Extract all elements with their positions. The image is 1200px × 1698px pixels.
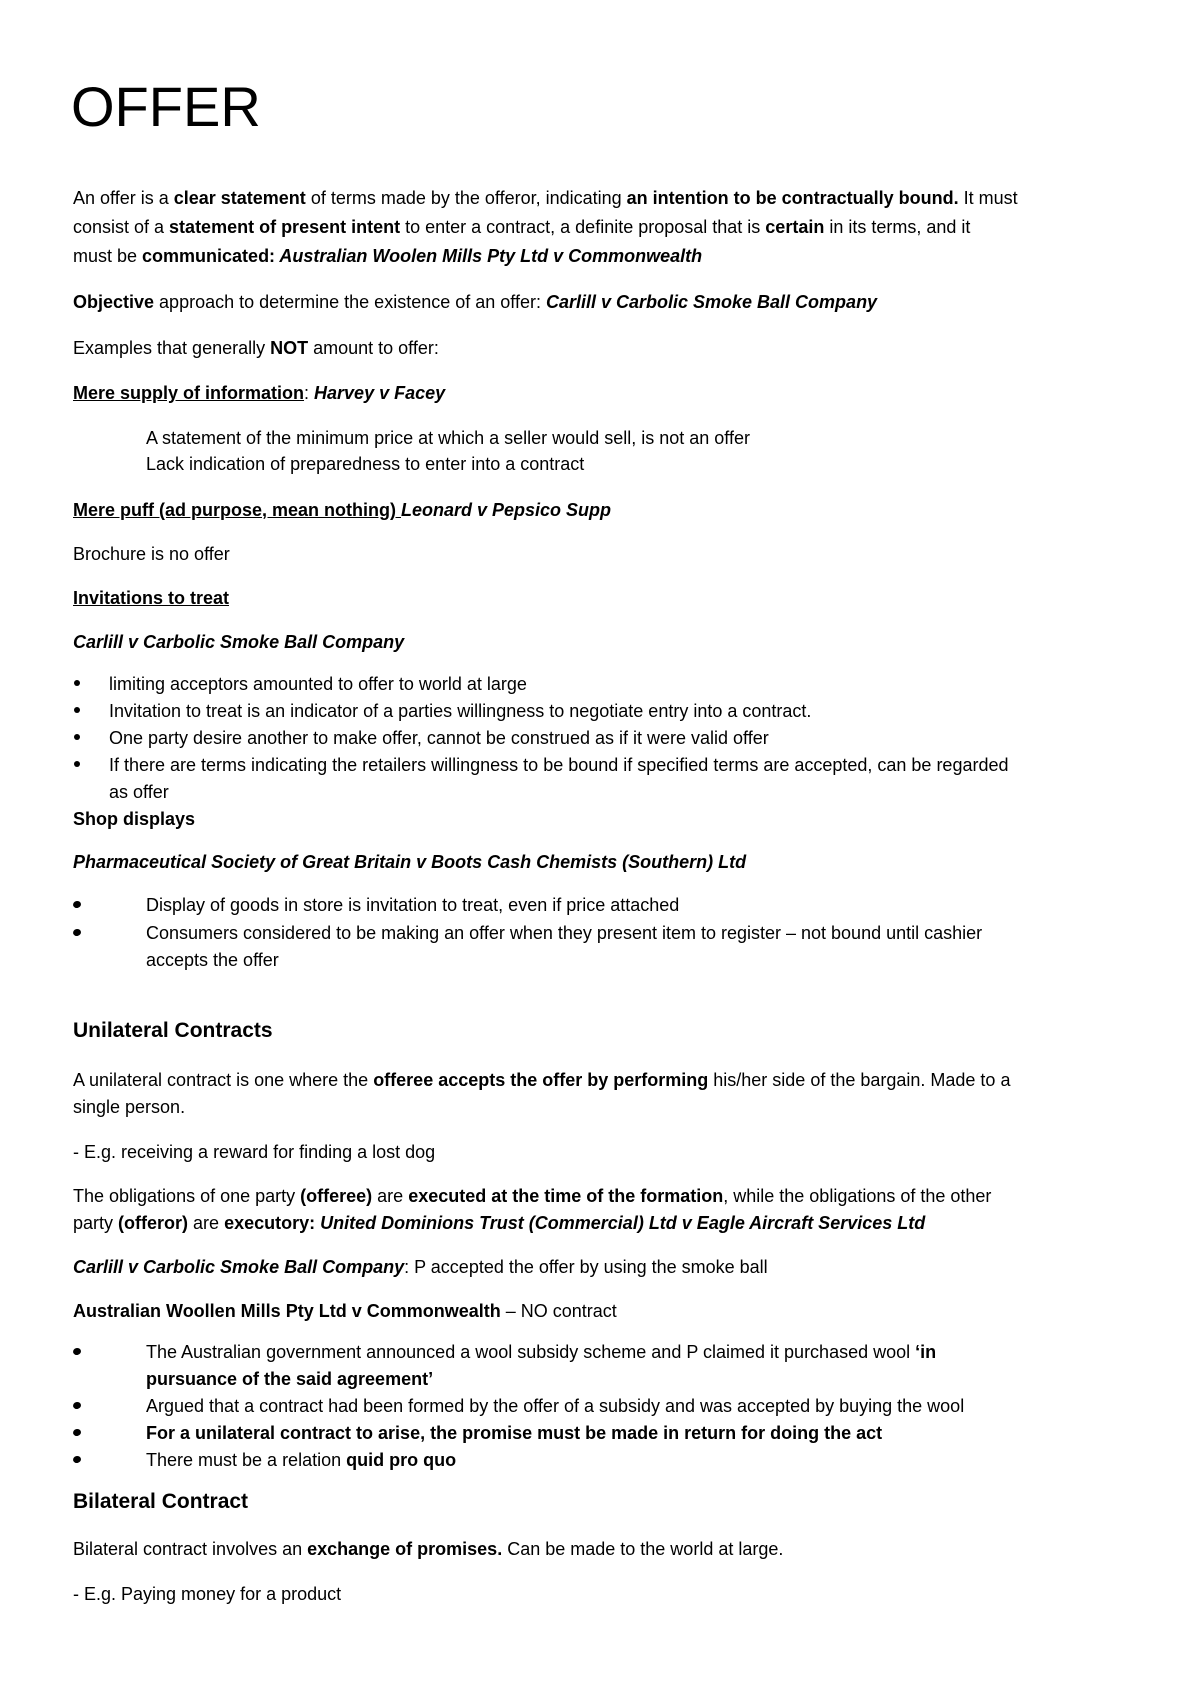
list-item: One party desire another to make offer, cannot be construed as if it were valid offer: [109, 728, 769, 748]
bilateral-heading: Bilateral Contract: [73, 1490, 249, 1513]
indented-line: A statement of the minimum price at which a seller would sell, is not an offer: [146, 428, 750, 448]
list-item-continuation: pursuance of the said agreement’: [146, 1369, 434, 1389]
case-citation: Carlill v Carbolic Smoke Ball Company: [73, 1257, 405, 1277]
examples-intro-line: [73, 335, 439, 361]
bullet-icon: [74, 734, 80, 740]
text-run: are: [372, 1186, 409, 1206]
text-run: (offeree): [300, 1186, 373, 1206]
page-title: OFFER: [71, 75, 261, 138]
indented-line: Lack indication of preparedness to enter into a contract: [146, 454, 585, 474]
example-line: - E.g. receiving a reward for finding a lost dog: [73, 1142, 436, 1162]
offer-definition-line-3: [73, 243, 702, 269]
obligations-line-1: [73, 1183, 991, 1209]
text-run: – NO contract: [500, 1301, 617, 1321]
text-run: Can be made to the world at large.: [502, 1539, 784, 1559]
case-citation: Australian Woollen Mills Pty Ltd v Commonwealth: [73, 1301, 501, 1321]
list-item: If there are terms indicating the retailers willingness to be bound if specified terms are accepted, can be regarded: [109, 755, 1009, 775]
mere-supply-heading: [73, 380, 445, 406]
text-run: exchange of promises.: [307, 1539, 503, 1559]
bullet-icon: [72, 1428, 82, 1437]
case-citation: Carlill v Carbolic Smoke Ball Company: [545, 292, 878, 312]
text-run: Bilateral contract involves an: [73, 1539, 308, 1559]
unilateral-heading: Unilateral Contracts: [73, 1019, 273, 1042]
case-citation: Pharmaceutical Society of Great Britain v Boots Cash Chemists (Southern) Ltd: [73, 852, 747, 872]
list-item: [146, 1339, 936, 1365]
bullet-icon: [74, 680, 80, 686]
text-run: It must: [958, 188, 1018, 208]
text-run: an intention to be contractually bound.: [626, 188, 959, 208]
text-run: approach to determine the existence of an offer:: [154, 292, 546, 312]
text-run: Examples that generally: [73, 338, 271, 358]
case-citation: Leonard v Pepsico Supp: [401, 500, 612, 520]
text-run: statement of present intent: [169, 217, 401, 237]
text-run: Mere supply of information: [73, 383, 305, 403]
text-run: :: [304, 383, 315, 403]
list-item: Display of goods in store is invitation to treat, even if price attached: [146, 895, 680, 915]
offer-definition-line-2: [73, 214, 970, 240]
text-run: An offer is a: [73, 188, 174, 208]
case-citation: United Dominions Trust (Commercial) Ltd v Eagle Aircraft Services Ltd: [315, 1213, 926, 1233]
text-run: The Australian government announced a wool subsidy scheme and P claimed it purchased wool: [146, 1342, 916, 1362]
bullet-icon: [72, 1347, 82, 1356]
list-item: For a unilateral contract to arise, the promise must be made in return for doing the act: [146, 1423, 883, 1443]
text-run: The obligations of one party: [73, 1186, 301, 1206]
text-run: must be: [73, 246, 143, 266]
case-citation: Carlill v Carbolic Smoke Ball Company: [73, 632, 405, 652]
text-run: A unilateral contract is one where the: [73, 1070, 374, 1090]
text-run: There must be a relation: [146, 1450, 347, 1470]
text-run: (offeror): [118, 1213, 189, 1233]
offer-definition-line-1: [73, 185, 1018, 211]
text-run: ‘in: [915, 1342, 937, 1362]
bullet-icon: [74, 761, 80, 767]
bullet-icon: [74, 707, 80, 713]
text-run: quid pro quo: [346, 1450, 457, 1470]
obligations-line-2: [73, 1210, 925, 1236]
bullet-icon: [72, 1401, 82, 1410]
bullet-icon: [72, 1455, 82, 1464]
case-citation: Harvey v Facey: [314, 383, 446, 403]
list-item: [146, 1447, 456, 1473]
text-run: executory:: [224, 1213, 316, 1233]
text-run: Mere puff (ad purpose, mean nothing): [73, 500, 401, 520]
text-run: amount to offer:: [308, 338, 439, 358]
text-run: , while the obligations of the other: [723, 1186, 992, 1206]
text-run: certain: [765, 217, 825, 237]
list-item: Consumers considered to be making an offer when they present item to register – not bound until cashier: [146, 923, 983, 943]
bullet-icon: [72, 900, 82, 909]
bilateral-definition-line: [73, 1536, 783, 1562]
carlill-line: [73, 1254, 768, 1280]
text-run: of terms made by the offeror, indicating: [305, 188, 627, 208]
text-run: consist of a: [73, 217, 170, 237]
shop-displays-heading: Shop displays: [73, 809, 196, 829]
list-item: Argued that a contract had been formed by the offer of a subsidy and was accepted by buying the wool: [146, 1396, 965, 1416]
woollen-mills-line: [73, 1298, 617, 1324]
mere-puff-heading: [73, 497, 611, 523]
text-run: : P accepted the offer by using the smoke ball: [404, 1257, 768, 1277]
text-run: clear statement: [173, 188, 306, 208]
text-run: communicated:: [142, 246, 276, 266]
text-run: Objective: [73, 292, 155, 312]
list-item: limiting acceptors amounted to offer to world at large: [109, 674, 527, 694]
invitations-heading: Invitations to treat: [73, 588, 230, 608]
list-item-continuation: as offer: [109, 782, 169, 802]
bullet-icon: [72, 928, 82, 937]
example-line: - E.g. Paying money for a product: [73, 1584, 342, 1604]
text-run: in its terms, and it: [824, 217, 971, 237]
text-run: to enter a contract, a definite proposal that is: [400, 217, 766, 237]
unilateral-definition-line-2: single person.: [73, 1097, 186, 1117]
text-run: NOT: [270, 338, 309, 358]
objective-approach-line: [73, 289, 877, 315]
text-run: executed at the time of the formation: [408, 1186, 724, 1206]
text-run: party: [73, 1213, 119, 1233]
list-item: Invitation to treat is an indicator of a parties willingness to negotiate entry into a contract.: [109, 701, 812, 721]
case-citation: Australian Woolen Mills Pty Ltd v Commonwealth: [275, 246, 703, 266]
text-run: his/her side of the bargain. Made to a: [708, 1070, 1011, 1090]
unilateral-definition-line-1: [73, 1067, 1010, 1093]
brochure-line: Brochure is no offer: [73, 544, 230, 564]
list-item-continuation: accepts the offer: [146, 950, 279, 970]
text-run: are: [188, 1213, 225, 1233]
text-run: offeree accepts the offer by performing: [373, 1070, 709, 1090]
